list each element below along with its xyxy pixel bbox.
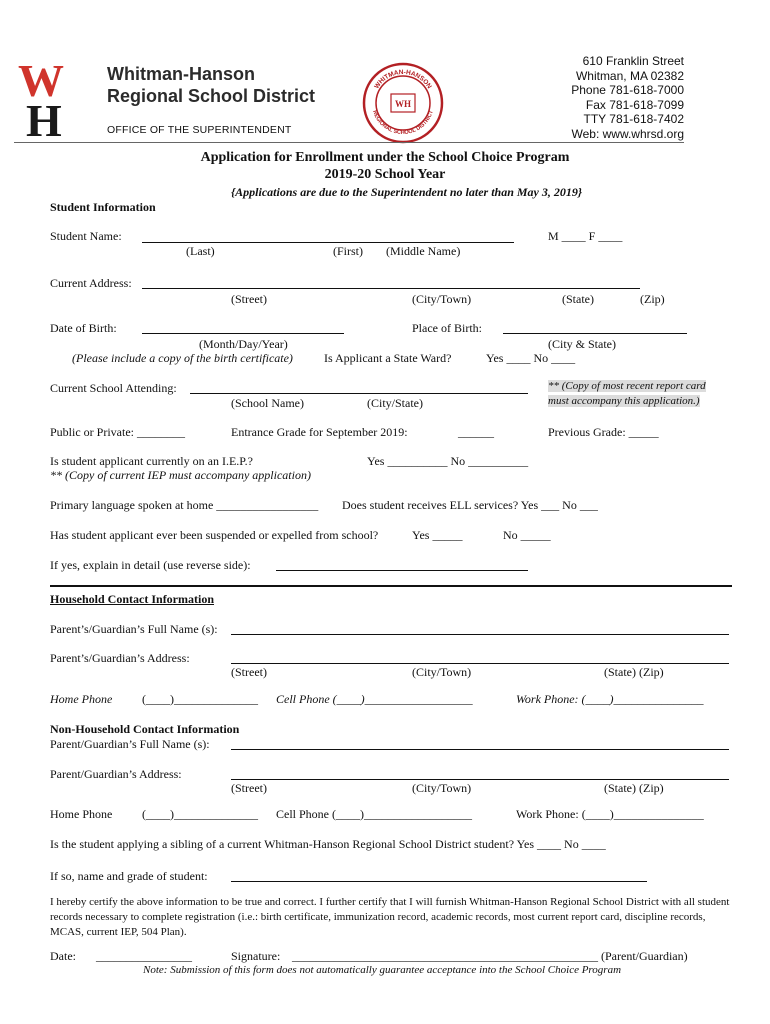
iep-note: ** (Copy of current IEP must accompany application) [50, 468, 311, 482]
section-household-contact: Household Contact Information [50, 592, 215, 606]
submission-note: Note: Submission of this form does not automatically guarantee acceptance into the School Choice Program [143, 964, 622, 976]
household-work-phone-field[interactable]: Work Phone: (____)_______________ [516, 692, 704, 706]
gender-options[interactable]: M ____ F ____ [548, 229, 623, 243]
household-city-hint: (City/Town) [412, 665, 472, 679]
household-home-phone-label: Home Phone [50, 692, 113, 706]
signature-label: Signature: [231, 949, 281, 963]
city-town-hint: (City/Town) [412, 292, 472, 306]
logo-letter-h: H [26, 95, 62, 146]
public-private-field[interactable]: Public or Private: ________ [50, 425, 185, 439]
school-city-hint: (City/State) [367, 396, 423, 410]
address-line: Phone 781-618-7000 [571, 83, 684, 97]
birth-certificate-note: (Please include a copy of the birth certificate) [72, 351, 293, 365]
district-seal [362, 62, 444, 144]
sibling-name-field[interactable] [231, 881, 647, 882]
dob-hint: (Month/Day/Year) [199, 337, 288, 351]
district-name-line1: Whitman-Hanson [107, 64, 255, 84]
non-household-street-hint: (Street) [231, 781, 267, 795]
non-household-work-phone-field[interactable]: Work Phone: (____)_______________ [516, 807, 704, 821]
form-title: Application for Enrollment under the School Choice Program [200, 150, 570, 165]
non-household-state-zip-hint: (State) (Zip) [604, 781, 664, 795]
non-household-address-field[interactable] [231, 779, 729, 780]
svg-text:REGIONAL SCHOOL DISTRICT [371, 109, 435, 136]
household-address-label: Parent’s/Guardian’s Address: [50, 651, 190, 665]
seal-center: WH [394, 99, 412, 109]
primary-language-field[interactable]: Primary language spoken at home _________________ [50, 498, 319, 512]
middle-name-hint: (Middle Name) [386, 244, 461, 258]
explain-label: If yes, explain in detail (use reverse side): [50, 558, 251, 572]
office-label: OFFICE OF THE SUPERINTENDENT [107, 124, 292, 136]
household-cell-phone-field[interactable]: Cell Phone (____)__________________ [276, 692, 473, 706]
student-name-field[interactable] [142, 242, 514, 243]
seal-text-bottom: REGIONAL SCHOOL DISTRICT [371, 109, 435, 137]
district-logo [14, 54, 84, 144]
signature-field[interactable]: ___________________________________________________ (Parent/Guardian) [292, 949, 688, 963]
state-ward-options[interactable]: Yes ____ No ____ [486, 351, 576, 365]
ell-services-field[interactable]: Does student receives ELL services? Yes ___ No ___ [342, 498, 598, 512]
suspended-yes[interactable]: Yes _____ [412, 528, 463, 542]
pob-hint: (City & State) [548, 337, 616, 351]
certification-line-2: records necessary to complete registration (i.e.: birth certificate, immunization record, academic records, most current report card, discipline records, [50, 911, 706, 923]
address-line: Fax 781-618-7099 [585, 97, 684, 112]
suspended-no[interactable]: No _____ [503, 528, 551, 542]
address-line: TTY 781-618-7402 [583, 112, 684, 126]
household-address-field[interactable] [231, 663, 729, 664]
state-ward-label: Is Applicant a State Ward? [324, 351, 452, 365]
household-home-phone-field[interactable]: (____)______________ [142, 692, 258, 706]
dob-field[interactable] [142, 333, 344, 334]
pob-field[interactable] [503, 333, 687, 334]
first-name-hint: (First) [333, 244, 363, 258]
household-street-hint: (Street) [231, 665, 267, 679]
address-line: 610 Franklin Street [582, 54, 684, 68]
seal-text-top: WHITMAN-HANSON [373, 68, 433, 91]
web-address: Web: www.whrsd.org [571, 126, 684, 141]
logo-letter-w: W [18, 55, 64, 106]
address-line: Whitman, MA 02382 [575, 68, 684, 83]
date-label: Date: [50, 949, 76, 963]
date-field[interactable]: ________________ [96, 949, 192, 963]
certification-line-3: MCAS, current IEP, 504 Plan). [50, 926, 187, 938]
section-divider [50, 585, 732, 587]
sibling-name-label: If so, name and grade of student: [50, 869, 208, 883]
current-address-field[interactable] [142, 288, 640, 289]
zip-hint: (Zip) [640, 292, 665, 306]
sibling-question[interactable]: Is the student applying a sibling of a current Whitman-Hanson Regional School District student? Yes ____ No ____ [50, 837, 606, 851]
household-state-zip-hint: (State) (Zip) [604, 665, 664, 679]
section-non-household-contact: Non-Household Contact Information [50, 722, 240, 736]
state-hint: (State) [562, 292, 594, 306]
non-household-city-hint: (City/Town) [412, 781, 472, 795]
school-name-hint: (School Name) [231, 396, 304, 410]
header-divider [14, 142, 684, 143]
street-hint: (Street) [231, 292, 267, 306]
due-date-note: {Applications are due to the Superintendent no later than May 3, 2019} [231, 185, 583, 199]
last-name-hint: (Last) [186, 244, 215, 258]
explain-field[interactable] [276, 570, 528, 571]
non-household-home-phone-field[interactable]: (____)______________ [142, 807, 258, 821]
pob-label: Place of Birth: [412, 321, 482, 335]
non-household-address-label: Parent/Guardian’s Address: [50, 767, 182, 781]
non-household-cell-phone-field[interactable]: Cell Phone (____)__________________ [276, 807, 472, 821]
student-name-label: Student Name: [50, 229, 122, 243]
current-school-label: Current School Attending: [50, 381, 177, 395]
section-student-info: Student Information [50, 200, 156, 214]
school-year: 2019-20 School Year [324, 167, 446, 182]
certification-line-1: I hereby certify the above information to be true and correct. I further certify that I will furnish Whitman-Hanson Regional School District with all student [50, 896, 730, 908]
entrance-grade-field[interactable]: ______ [458, 425, 494, 439]
iep-options[interactable]: Yes __________ No __________ [367, 454, 529, 468]
current-school-field[interactable] [190, 393, 528, 394]
household-full-name-field[interactable] [231, 634, 729, 635]
report-card-note-2: must accompany this application.) [548, 395, 700, 407]
non-household-full-name-label: Parent/Guardian’s Full Name (s): [50, 737, 210, 751]
dob-label: Date of Birth: [50, 321, 117, 335]
report-card-note-1: ** (Copy of most recent report card [548, 380, 706, 392]
household-full-name-label: Parent’s/Guardian’s Full Name (s): [50, 622, 218, 636]
suspended-label: Has student applicant ever been suspended or expelled from school? [50, 528, 379, 542]
non-household-full-name-field[interactable] [231, 749, 729, 750]
district-address [520, 54, 684, 141]
current-address-label: Current Address: [50, 276, 132, 290]
district-name-line2: Regional School District [107, 86, 316, 106]
previous-grade-field[interactable]: Previous Grade: _____ [548, 425, 659, 439]
entrance-grade-label: Entrance Grade for September 2019: [231, 425, 408, 439]
iep-label: Is student applicant currently on an I.E.P.? [50, 454, 253, 468]
non-household-home-phone-label: Home Phone [50, 807, 113, 821]
